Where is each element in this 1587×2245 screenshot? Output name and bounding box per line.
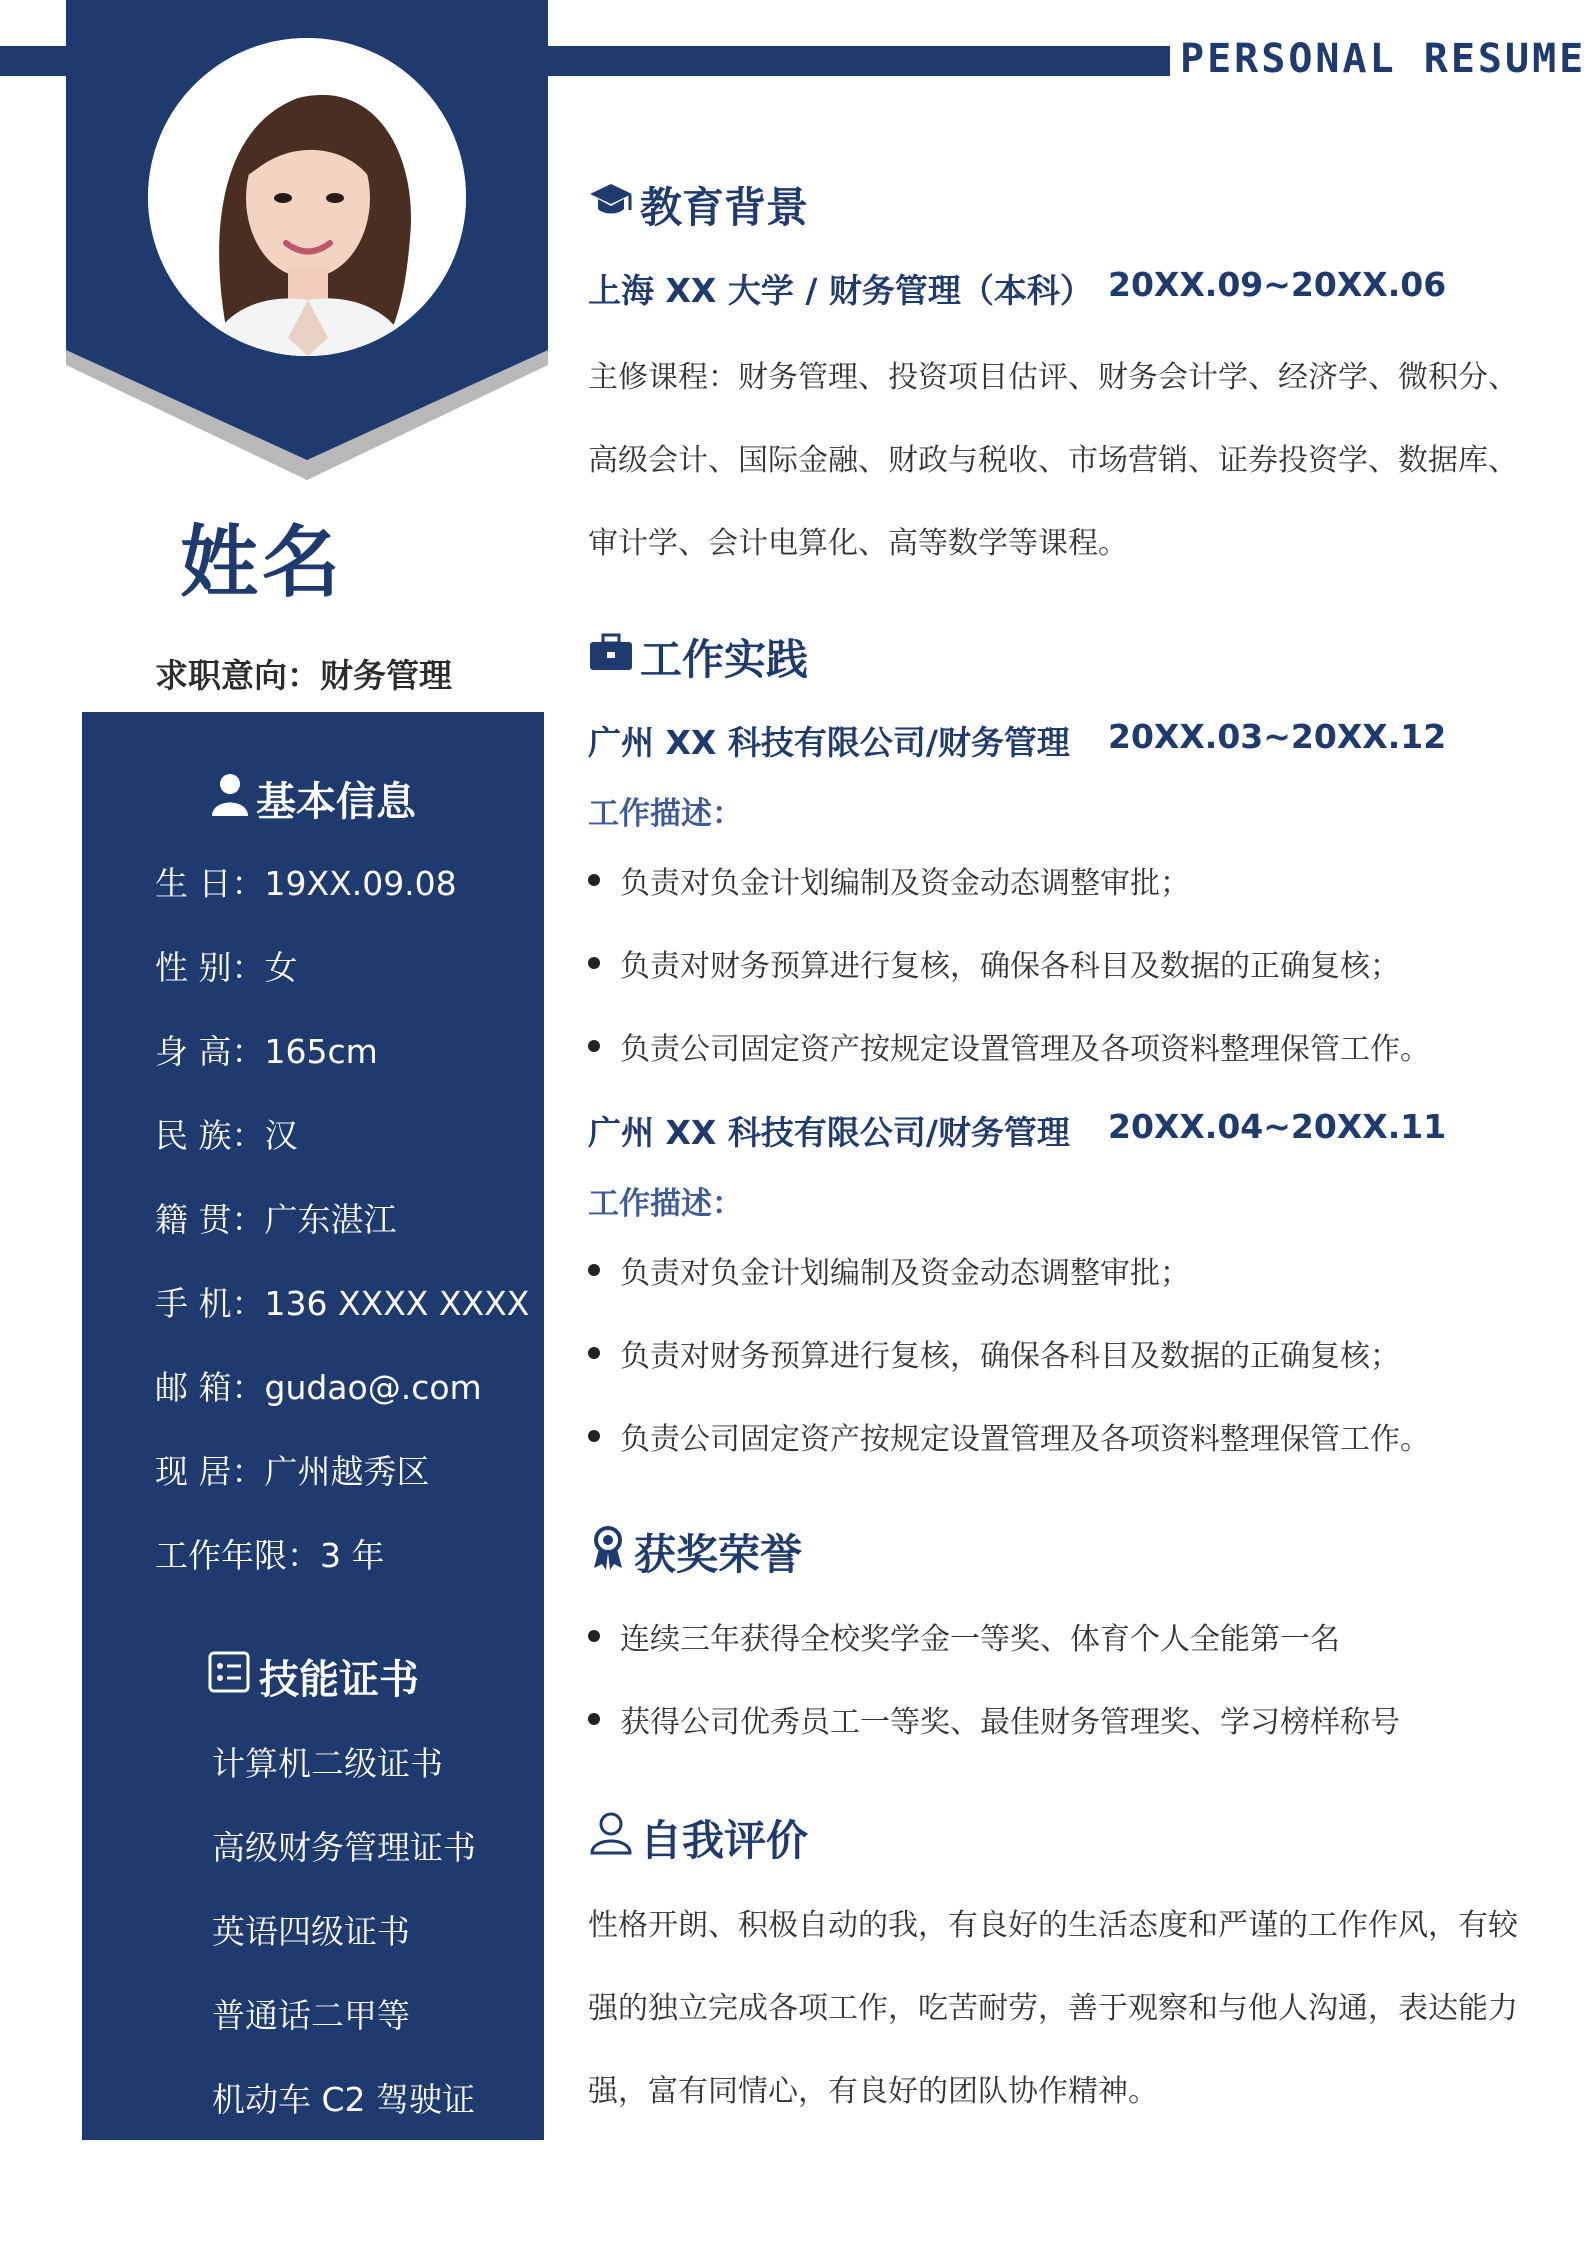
- job-entry: [588, 1107, 1447, 1154]
- info-height: 身 高：165cm: [155, 1032, 378, 1071]
- info-phone: 手 机：136 XXXX XXXX: [155, 1284, 530, 1323]
- course-line: 主修课程：财务管理、投资项目估评、财务会计学、经济学、微积分、: [588, 360, 1518, 395]
- info-gender: 性 别：女: [155, 948, 298, 987]
- resume-title: PERSONAL RESUME: [1180, 36, 1587, 82]
- company-name: 广州 XX 科技有限公司/财务管理: [588, 1113, 1070, 1152]
- job-desc-label: 工作描述：: [588, 1186, 743, 1222]
- job-bullet: 负责对财务预算进行复核，确保各科目及数据的正确复核；: [588, 1331, 1400, 1375]
- certificate-icon: [207, 1650, 251, 1704]
- course-line: 高级会计、国际金融、财政与税收、市场营销、证券投资学、数据库、: [588, 443, 1518, 478]
- cert-item: 普通话二甲等: [212, 1996, 410, 2035]
- job-intention: 求职意向：财务管理: [155, 656, 452, 695]
- award-ribbon-icon: [588, 1524, 628, 1580]
- self-eval-line: 性格开朗、积极自动的我，有良好的生活态度和严谨的工作作风，有较: [588, 1908, 1518, 1943]
- avatar: [148, 38, 466, 356]
- basic-info-heading: [212, 770, 416, 827]
- skills-title: 技能证书: [259, 1657, 419, 1703]
- job-desc-label: 工作描述：: [588, 796, 743, 832]
- cert-item: 计算机二级证书: [212, 1744, 443, 1783]
- job-bullet: 负责对负金计划编制及资金动态调整审批；: [588, 858, 1190, 902]
- awards-heading: [588, 1522, 802, 1582]
- cert-item: 英语四级证书: [212, 1912, 410, 1951]
- briefcase-icon: [588, 632, 634, 682]
- job-bullet: 负责公司固定资产按规定设置管理及各项资料整理保管工作。: [588, 1414, 1430, 1458]
- job-bullet: 负责对财务预算进行复核，确保各科目及数据的正确复核；: [588, 941, 1400, 985]
- skills-heading: [207, 1648, 419, 1705]
- cert-item: 机动车 C2 驾驶证: [212, 2080, 476, 2119]
- cert-item: 高级财务管理证书: [212, 1828, 476, 1867]
- self-eval-line: 强的独立完成各项工作，吃苦耐劳，善于观察和与他人沟通，表达能力: [588, 1991, 1518, 2026]
- award-bullet: 连续三年获得全校奖学金一等奖、体育个人全能第一名: [588, 1614, 1340, 1658]
- info-ethnicity: 民 族：汉: [155, 1116, 298, 1155]
- header-bar-right: [548, 46, 1170, 76]
- job-bullet: 负责对负金计划编制及资金动态调整审批；: [588, 1248, 1190, 1292]
- info-residence: 现 居：广州越秀区: [155, 1452, 430, 1491]
- course-line: 审计学、会计电算化、高等数学等课程。: [588, 526, 1128, 561]
- person-outline-icon: [588, 1811, 634, 1865]
- person-name: 姓名: [180, 518, 345, 608]
- basic-info-title: 基本信息: [256, 779, 416, 825]
- info-work-years: 工作年限：3 年: [155, 1536, 385, 1575]
- job-date: 20XX.03~20XX.12: [1108, 717, 1447, 756]
- education-title: 教育背景: [640, 183, 809, 232]
- job-entry: [588, 717, 1447, 764]
- awards-title: 获奖荣誉: [634, 1530, 803, 1579]
- company-name: 广州 XX 科技有限公司/财务管理: [588, 723, 1070, 762]
- graduation-cap-icon: [588, 180, 634, 230]
- work-title: 工作实践: [640, 635, 809, 684]
- work-heading: [588, 627, 808, 687]
- person-icon: [212, 772, 248, 826]
- self-eval-heading: [588, 1808, 808, 1868]
- education-heading: [588, 175, 808, 235]
- header-bar-left: [0, 46, 66, 76]
- info-hometown: 籍 贯：广东湛江: [155, 1200, 397, 1239]
- info-email: 邮 箱：gudao@.com: [155, 1368, 482, 1407]
- info-birthday: 生 日：19XX.09.08: [155, 864, 457, 903]
- job-bullet: 负责公司固定资产按规定设置管理及各项资料整理保管工作。: [588, 1024, 1430, 1068]
- school-name: 上海 XX 大学 / 财务管理（本科）: [588, 271, 1093, 310]
- self-eval-title: 自我评价: [640, 1816, 809, 1865]
- education-date: 20XX.09~20XX.06: [1108, 265, 1447, 304]
- self-eval-line: 强，富有同情心，有良好的团队协作精神。: [588, 2074, 1158, 2109]
- award-bullet: 获得公司优秀员工一等奖、最佳财务管理奖、学习榜样称号: [588, 1697, 1400, 1741]
- job-date: 20XX.04~20XX.11: [1108, 1107, 1447, 1146]
- education-entry: [588, 265, 1447, 312]
